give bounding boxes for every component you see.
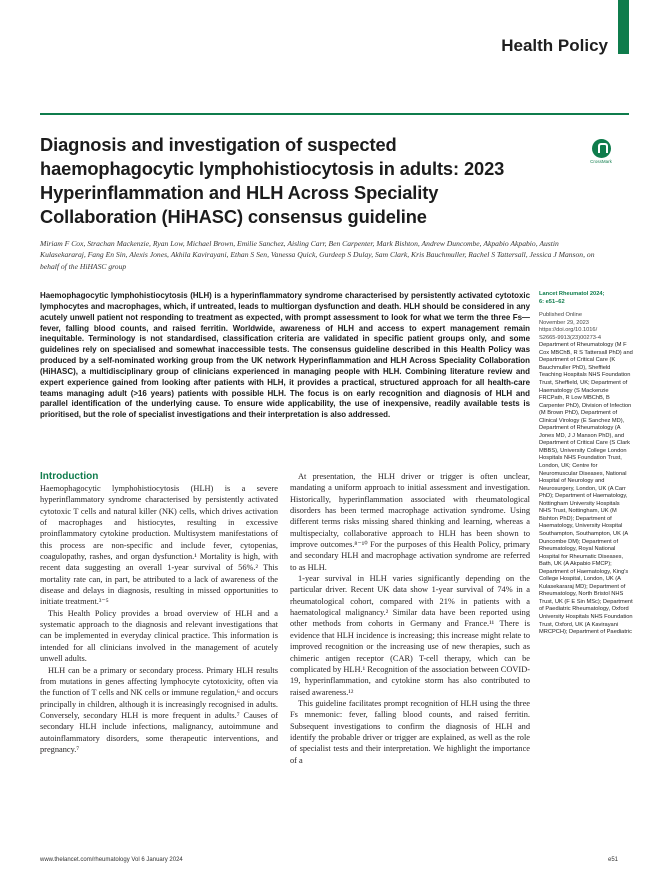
section-color-tab (618, 0, 629, 54)
crossmark-badge[interactable] (584, 139, 618, 164)
body-column-right (290, 471, 530, 766)
footer-page-number: e51 (608, 857, 619, 863)
published-online-label: Published Online (539, 312, 583, 319)
publication-date: November 29, 2023 (539, 319, 589, 326)
summary-abstract: Haemophagocytic lymphohistiocytosis (HLH) is a hyperinflammatory syndrome characterised by persistently activated cytotoxic lymphocytes and macrophages, which, if untreated, leads to multiorgan dysfunction and death. HLH should be considered in any acutely unwell patient not responding to treatment as expected, with prompt assessment to look for what we term the three Fs—fever, falling blood counts, and raised ferritin. Worldwide, awareness of HLH and access to expert management remain inequitable. Terminology is not standardised, classification criteria are validated in specific patient groups only, and some guidelines rely on specialised and somewhat inaccessible tests. The consensus guideline described in this Health Policy was produced by a self-nominated working group from the UK network Hyperinflammation and HLH Across Speciality Collaboration (HiHASC), a multidisciplinary group of clinicians experienced in managing people with HLH. Combining literature review and expert experience gained from looking after patients with HLH, it provides a practical, structured approach for all health-care teams managing adult (>16 years) patients with possible HLH. The focus is on early recognition and diagnosis of HLH and parallel identification of the underlying cause. To ensure wide applicability, the use of inexpensive, readily available tests is prioritised, but the role of specialist investigations and their interpretation is also addressed. (40, 291, 530, 420)
author-affiliations: Department of Rheumatology (M F Cox MBChB, R S Tattersall PhD) and Department of Critical Care (K Bauchmuller PhD), Sheffield Teaching Hospitals NHS Foundation Trust, Sheffield, UK; Department of Haematology (S Mackenzie FRCPath, R Low MBChB, B Carpenter PhD), Division of Infection (M Brown PhD), Department of Clinical Virology (E Sanchez MD), Department of Rheumatology (A Jones MD, J J Manson PhD), and Department of Critical Care (S Clark MBBS), University College London Hospitals NHS Foundation Trust, London, UK; Centre for Neuromuscular Diseases, National Hospital of Neurology and Neurosurgery, London, UK (A Carr PhD); Department of Haematology, Nottingham University Hospitals NHS Trust, Nottingham, UK (M Bishton PhD); Department of Haematology, University Hospital Southampton, Southampton, UK (A Duncombe DM); Department of Rheumatology, Royal National Hospital for Rheumatic Diseases, Bath, UK (A Akpabio FMCP); Department of Haematology, King's College Hospital, London, UK (A Kulasekararaj MD); Department of Rheumatology, North Bristol NHS Trust, UK (F E Sin MSc); Department of Paediatric Rheumatology, Oxford University Hospitals NHS Foundation Trust, Oxford, UK (A Kavirayani MRCPCH); Department of Paediatric (539, 342, 633, 636)
author-list: Miriam F Cox, Strachan Mackenzie, Ryan Low, Michael Brown, Emilie Sanchez, Aisling Carr, Ben Carpenter, Mark Bishton, Andrew Duncombe, Akpabio Akpabio, Austin Kulasekararaj, Fang En Sin, Alexis Jones, Akhila Kavirayani, Ethan S Sen, Vanessa Quick, Gurdeep S Dulay, Sam Clark, Kris Bauchmuller, Rachel S Tattersall, Jessica J Manson, on behalf of the HiHASC group (40, 239, 595, 271)
journal-pages: 6: e51–62 (539, 298, 565, 305)
body-paragraph: This guideline facilitates prompt recognition of HLH using the three Fs mnemonic: fever, falling blood counts, and raised ferritin. Subsequent investigations to confirm the diagnosis of HLH and identify the probable driver or trigger are explained, as well as the role of specialist tests and their interpretation. We highlight the importance of a (290, 698, 530, 765)
body-paragraph: This Health Policy provides a broad overview of HLH and a systematic approach to the diagnosis and relevant investigations that can be implemented in everyday clinical practice. This information is intended for all clinicians involved in the management of acutely unwell adults. (40, 608, 278, 664)
doi-link-line-2[interactable]: S2665-9913(23)00273-4 (539, 334, 601, 341)
body-paragraph: 1-year survival in HLH varies significantly depending on the particular driver. Recent UK data show 1-year survival of 74% in a rheumatological cohort, compared with 21% in patients with a haematological malignancy.² Similar data have been reported using other methods from cohorts in Germany and France.¹¹ There is evidence that HLH incidence is increasing; this increase might relate to improved recognition or the increasing use of new therapies, such as chimeric antigen receptor (CAR) T-cell therapy, which can be complicated by HLH.¹ Recognition of the association between COVID-19, hyperinflammation, and cytokine storm has also contributed to raised awareness.¹² (290, 574, 530, 697)
doi-link-line-1[interactable]: https://doi.org/10.1016/ (539, 327, 598, 334)
journal-reference: Lancet Rheumatol 2024; (539, 291, 605, 297)
body-paragraph: At presentation, the HLH driver or trigger is often unclear, mandating a uniform approach to initial assessment and investigation. Historically, hyperinflammation associated with rheumatological disorders has been termed macrophage activation syndrome. Using different terms risks missing shared thinking and learning, whereas a multispecialty, collaborative approach to HLH has been shown to improve outcomes.⁸⁻¹⁰ For the purposes of this Health Policy, primary and secondary HLH and macrophage activation syndrome are referred to as HLH. (290, 472, 530, 572)
body-paragraph: HLH can be a primary or secondary process. Primary HLH results from mutations in genes affecting lymphocyte cytotoxicity, often via the function of T cells and NK cells or immune regulation,⁶ and occurs principally in children, although it is increasingly recognised in adults. Conversely, secondary HLH is more frequent in adults.⁷ Causes of secondary HLH include infections, malignancy, autoimmune and autoinflammatory disorders, some therapeutic interventions, and pregnancy.⁷ (40, 665, 278, 754)
body-column-left (40, 471, 278, 755)
article-title: Diagnosis and investigation of suspected haemophagocytic lymphohistiocytosis in adults: 2023 Hyperinflammation and HLH Across Speciality Collaboration (HiHASC) consensus guideline (40, 134, 505, 227)
crossmark-icon (592, 139, 611, 158)
crossmark-label: CrossMark (590, 159, 612, 164)
article-sidebar (539, 291, 633, 637)
section-label: Health Policy (501, 36, 608, 55)
header-divider (40, 113, 629, 115)
body-paragraph: Haemophagocytic lymphohistiocytosis (HLH) is a severe hyperinflammatory syndrome characterised by persistently activated cytotoxic T cells and natural killer (NK) cells, which drives activation of macrophages and histiocytes, resulting in excessive proinflammatory cytokine production. Multisystem manifestations of this process are non-specific and include fever, cytopenias, coagulopathy, rashes, and organ dysfunction.¹ Mortality is high, with recent data suggesting an overall 1-year survival of 56%.² This mortality rate can, in part, be attributed to a lack of awareness of the disease and delays in diagnosis, resulting in missed opportunities to initiate treatment.³⁻⁵ (40, 484, 278, 607)
footer-journal-info: www.thelancet.com/rheumatology Vol 6 January 2024 (40, 857, 183, 863)
section-heading-introduction: Introduction (40, 471, 99, 482)
